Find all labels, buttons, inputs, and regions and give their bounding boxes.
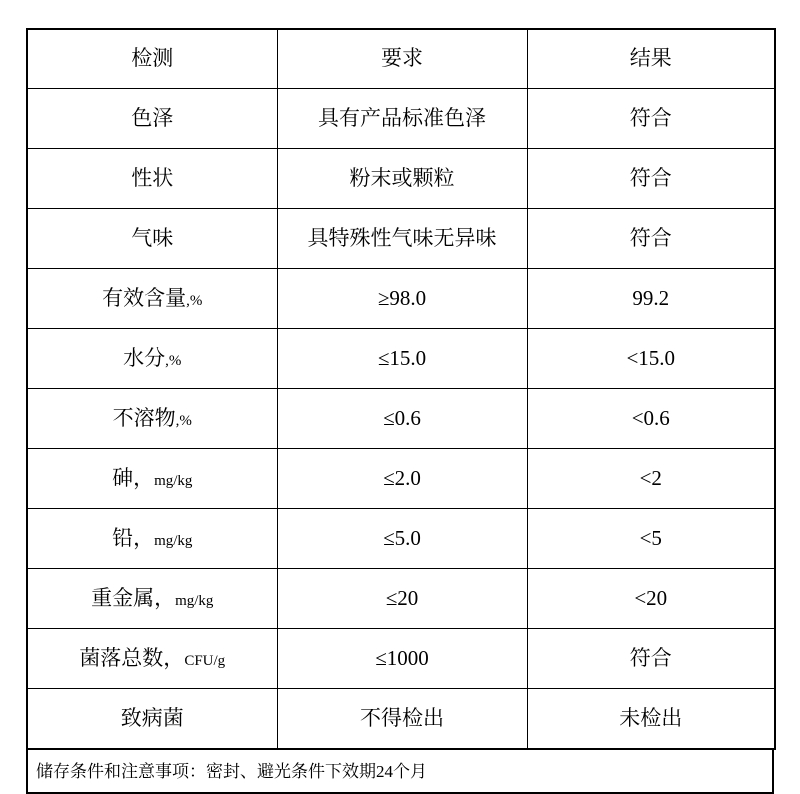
item-label: 水分: [123, 345, 166, 370]
cell-result: 符合: [527, 89, 775, 149]
cell-item: [27, 449, 277, 509]
table-row: [27, 689, 775, 750]
table-header-row: [27, 29, 775, 89]
cell-requirement: 具特殊性气味无异味: [277, 209, 527, 269]
specification-table: [26, 28, 776, 750]
table-row: [27, 449, 775, 509]
header-cell-requirement: 要求: [277, 29, 527, 89]
table-row: [27, 149, 775, 209]
cell-result: 符合: [527, 209, 775, 269]
cell-requirement: ≤20: [277, 569, 527, 629]
item-unit: CFU/g: [184, 652, 226, 669]
item-unit: mg/kg: [154, 472, 193, 489]
cell-requirement: 具有产品标准色泽: [277, 89, 527, 149]
item-label: 致病菌: [120, 705, 184, 730]
cell-requirement: ≥98.0: [277, 269, 527, 329]
item-unit: mg/kg: [154, 532, 193, 549]
cell-item: [27, 209, 277, 269]
header-cell-item: 检测: [27, 29, 277, 89]
cell-result: <20: [527, 569, 775, 629]
item-label: 有效含量: [102, 285, 187, 310]
cell-requirement: 不得检出: [277, 689, 527, 750]
cell-result: 符合: [527, 629, 775, 689]
storage-note: 储存条件和注意事项：密封、避光条件下效期24个月: [26, 750, 774, 794]
item-label: 砷，: [112, 465, 155, 490]
item-unit: ,%: [165, 352, 182, 369]
item-label: 菌落总数，: [79, 645, 185, 670]
item-label: 性状: [131, 165, 174, 190]
cell-requirement: ≤5.0: [277, 509, 527, 569]
cell-item: [27, 389, 277, 449]
cell-item: [27, 149, 277, 209]
cell-item: [27, 569, 277, 629]
cell-requirement: ≤2.0: [277, 449, 527, 509]
header-cell-result: 结果: [527, 29, 775, 89]
table-row: [27, 389, 775, 449]
cell-item: [27, 269, 277, 329]
cell-result: 99.2: [527, 269, 775, 329]
cell-result: <5: [527, 509, 775, 569]
cell-result: 符合: [527, 149, 775, 209]
item-label: 铅，: [112, 525, 155, 550]
item-unit: ,%: [186, 292, 203, 309]
cell-result: <2: [527, 449, 775, 509]
item-unit: ,%: [175, 412, 192, 429]
item-label: 气味: [131, 225, 174, 250]
cell-result: 未检出: [527, 689, 775, 750]
item-label: 重金属，: [91, 585, 176, 610]
table-row: [27, 209, 775, 269]
cell-item: [27, 629, 277, 689]
table-row: [27, 269, 775, 329]
item-label: 不溶物: [112, 405, 176, 430]
item-unit: mg/kg: [175, 592, 214, 609]
item-label: 色泽: [131, 105, 174, 130]
table-row: [27, 89, 775, 149]
cell-item: [27, 329, 277, 389]
cell-requirement: ≤0.6: [277, 389, 527, 449]
cell-item: [27, 689, 277, 750]
cell-result: <0.6: [527, 389, 775, 449]
cell-item: [27, 89, 277, 149]
cell-item: [27, 509, 277, 569]
table-row: [27, 329, 775, 389]
table-row: [27, 629, 775, 689]
cell-requirement: ≤15.0: [277, 329, 527, 389]
cell-requirement: ≤1000: [277, 629, 527, 689]
table-row: [27, 569, 775, 629]
cell-result: <15.0: [527, 329, 775, 389]
table-row: [27, 509, 775, 569]
cell-requirement: 粉末或颗粒: [277, 149, 527, 209]
